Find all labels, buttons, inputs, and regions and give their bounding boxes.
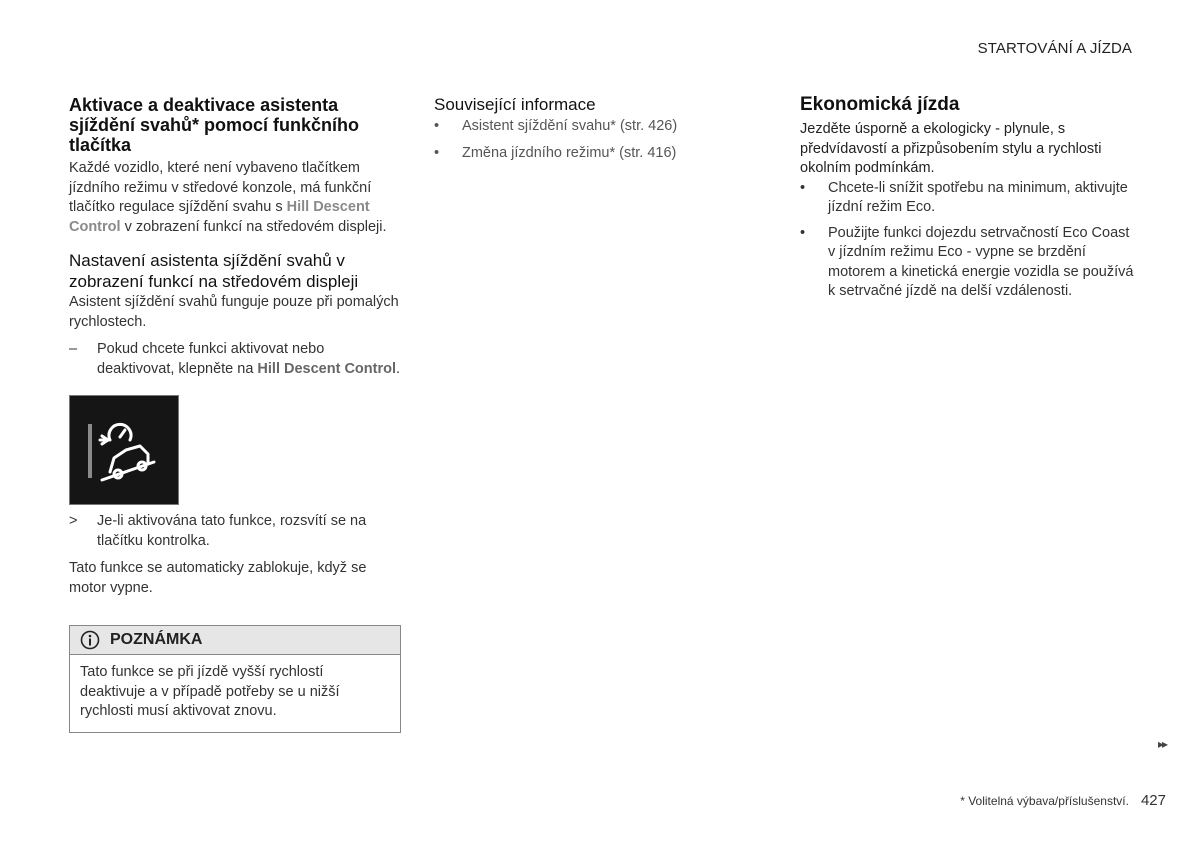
column-related-info	[434, 95, 714, 163]
column-hill-descent	[69, 95, 404, 733]
column-eco-driving	[800, 95, 1135, 302]
subsection-title: Nastavení asistenta sjíždění svahů v zobrazení funkcí na středovém displeji	[69, 251, 359, 291]
note-text: Tato funkce se při jízdě vyšší rychlostí deaktivuje a v případě potřeby se u nižší rychlosti musí aktivovat znovu.	[80, 664, 340, 719]
eco-title: Ekonomická jízda	[800, 94, 960, 115]
eco-item	[800, 179, 1135, 218]
related-links	[434, 117, 714, 163]
footer-note: * Volitelná výbava/příslušenství.	[960, 794, 1129, 808]
eco-intro: Jezděte úsporně a ekologicky - plynule, s předvídavostí a přizpůsobením stylu a rychlosti okolním podmínkám.	[800, 121, 1102, 176]
related-link[interactable]	[434, 144, 714, 164]
eco-item-text: Použijte funkci dojezdu setrvačností Eco Coast v jízdním režimu Eco - vypne se brzdění motorem a kinetická energie vozidla se používá k setrvačné jízdě na delší vzdálenosti.	[828, 224, 1134, 299]
step-list	[69, 340, 404, 379]
bullet-marker: •	[434, 118, 440, 134]
intro-text-a: Každé vozidlo, které není vybaveno tlačítkem jízdního režimu v středové konzole, má funkční tlačítko regulace sjíždění svahu s	[69, 160, 372, 215]
related-link[interactable]	[434, 117, 714, 137]
dash-marker: –	[69, 341, 78, 357]
info-icon	[80, 630, 100, 650]
intro-text-b: v zobrazení funkcí na středovém displeji.	[120, 218, 387, 235]
auto-block-paragraph: Tato funkce se automaticky zablokuje, když se motor vypne.	[69, 560, 367, 596]
intro-highlight: Hill Descent Control	[69, 199, 370, 235]
continue-arrows-icon: ▸▸	[1157, 737, 1166, 751]
result-marker: >	[69, 513, 78, 529]
intro-paragraph	[69, 159, 404, 237]
eco-list	[800, 179, 1135, 302]
step-item	[69, 340, 404, 379]
page-footer	[960, 792, 1166, 809]
note-header	[70, 626, 400, 655]
speed-paragraph: Asistent sjíždění svahů funguje pouze při pomalých rychlostech.	[69, 294, 399, 330]
note-box	[69, 625, 401, 733]
related-link-text[interactable]: Změna jízdního režimu* (str. 416)	[462, 144, 677, 161]
bullet-marker: •	[434, 144, 440, 161]
step-text-b: .	[396, 360, 401, 377]
section-header: STARTOVÁNÍ A JÍZDA	[977, 40, 1132, 57]
bullet-marker: •	[800, 224, 806, 241]
result-text: Je-li aktivována tato funkce, rozsvítí se na tlačítku kontrolka.	[97, 513, 367, 549]
related-title: Související informace	[434, 95, 596, 114]
step-highlight: Hill Descent Control	[257, 360, 396, 377]
page-number: 427	[1140, 792, 1166, 809]
eco-item	[800, 224, 1135, 302]
hill-descent-button-image	[69, 395, 179, 505]
related-link-text[interactable]: Asistent sjíždění svahu* (str. 426)	[462, 118, 678, 134]
section-title: Aktivace a deaktivace asistenta sjíždění svahů* pomocí funkčního tlačítka	[69, 95, 360, 155]
bullet-marker: •	[800, 179, 806, 196]
eco-item-text: Chcete-li snížit spotřebu na minimum, aktivujte jízdní režim Eco.	[828, 179, 1128, 215]
result-list	[69, 512, 404, 551]
result-item	[69, 512, 404, 551]
hill-descent-icon	[70, 396, 178, 504]
step-text-a: Pokud chcete funkci aktivovat nebo deaktivovat, klepněte na	[97, 341, 325, 377]
note-heading: POZNÁMKA	[110, 631, 203, 648]
